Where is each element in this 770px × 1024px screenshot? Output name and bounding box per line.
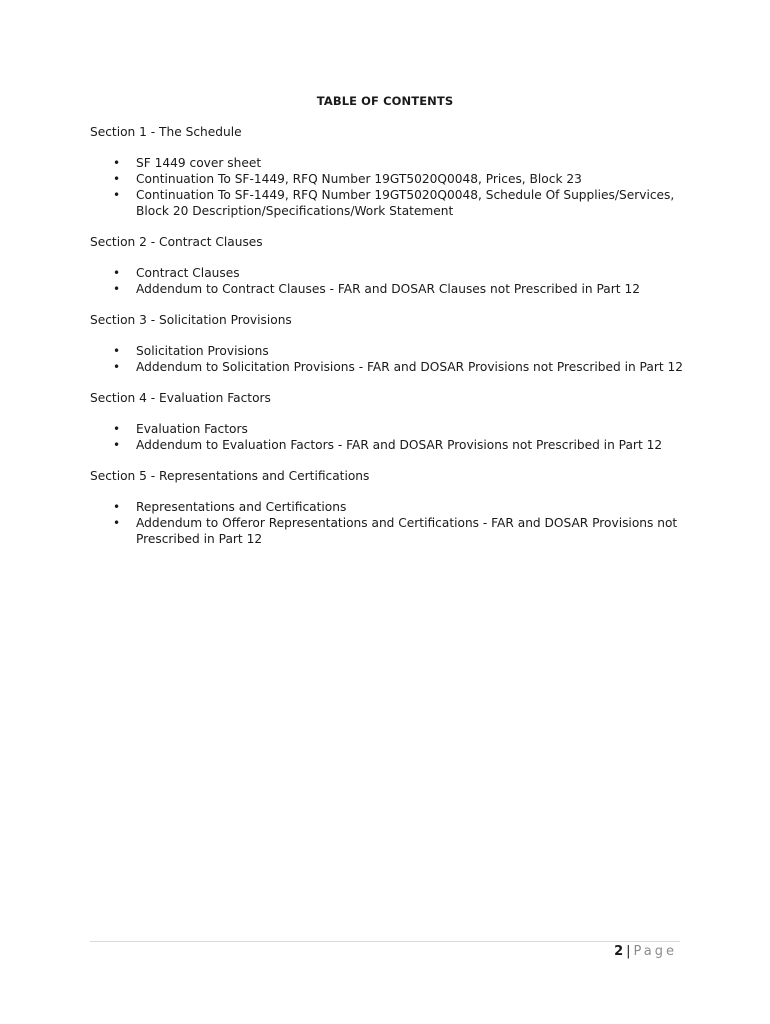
list-item-text: Addendum to Solicitation Provisions - FAR and DOSAR Provisions not Prescribed in Part 12	[136, 360, 683, 374]
section-4-items	[90, 421, 690, 453]
list-item-text: Continuation To SF-1449, RFQ Number 19GT5020Q0048, Schedule Of Supplies/Services, Block 20 Description/Specifications/Work Statement	[136, 188, 675, 218]
list-item	[90, 359, 690, 375]
list-item	[90, 187, 690, 219]
table-of-contents	[90, 124, 690, 562]
section-heading-3: Section 3 - Solicitation Provisions	[90, 313, 292, 327]
bullet-dot-icon: •	[113, 188, 121, 202]
list-item-text: Continuation To SF-1449, RFQ Number 19GT5020Q0048, Prices, Block 23	[136, 172, 582, 186]
list-item	[90, 155, 690, 171]
list-item-text: Addendum to Offeror Representations and Certifications - FAR and DOSAR Provisions not Prescribed in Part 12	[136, 516, 678, 546]
section-2-items	[90, 265, 690, 297]
section-heading-5: Section 5 - Representations and Certifications	[90, 469, 370, 483]
bullet-dot-icon: •	[113, 282, 121, 296]
page-label: Page	[633, 944, 677, 959]
page-title: TABLE OF CONTENTS	[316, 94, 454, 108]
section-heading-2: Section 2 - Contract Clauses	[90, 235, 263, 249]
bullet-dot-icon: •	[113, 516, 121, 530]
footer-separator: |	[626, 944, 631, 959]
section-5-items	[90, 499, 690, 547]
list-item	[90, 343, 690, 359]
list-item	[90, 421, 690, 437]
list-item-text: Representations and Certifications	[136, 500, 347, 514]
bullet-dot-icon: •	[113, 438, 121, 452]
section-heading-1: Section 1 - The Schedule	[90, 125, 242, 139]
bullet-dot-icon: •	[113, 344, 121, 358]
bullet-dot-icon: •	[113, 156, 121, 170]
list-item	[90, 281, 690, 297]
section-1-items	[90, 155, 690, 219]
list-item	[90, 515, 690, 547]
list-item	[90, 437, 690, 453]
page-footer	[614, 944, 677, 959]
list-item-text: SF 1449 cover sheet	[136, 156, 262, 170]
list-item-text: Addendum to Contract Clauses - FAR and DOSAR Clauses not Prescribed in Part 12	[136, 282, 640, 296]
bullet-dot-icon: •	[113, 172, 121, 186]
list-item-text: Evaluation Factors	[136, 422, 248, 436]
list-item	[90, 499, 690, 515]
list-item-text: Solicitation Provisions	[136, 344, 269, 358]
bullet-dot-icon: •	[113, 500, 121, 514]
bullet-dot-icon: •	[113, 422, 121, 436]
bullet-dot-icon: •	[113, 360, 121, 374]
list-item-text: Addendum to Evaluation Factors - FAR and DOSAR Provisions not Prescribed in Part 12	[136, 438, 663, 452]
section-3-items	[90, 343, 690, 375]
footer-divider	[90, 941, 680, 942]
bullet-dot-icon: •	[113, 266, 121, 280]
list-item	[90, 171, 690, 187]
list-item	[90, 265, 690, 281]
section-heading-4: Section 4 - Evaluation Factors	[90, 391, 271, 405]
list-item-text: Contract Clauses	[136, 266, 240, 280]
page-number: 2	[614, 944, 624, 959]
